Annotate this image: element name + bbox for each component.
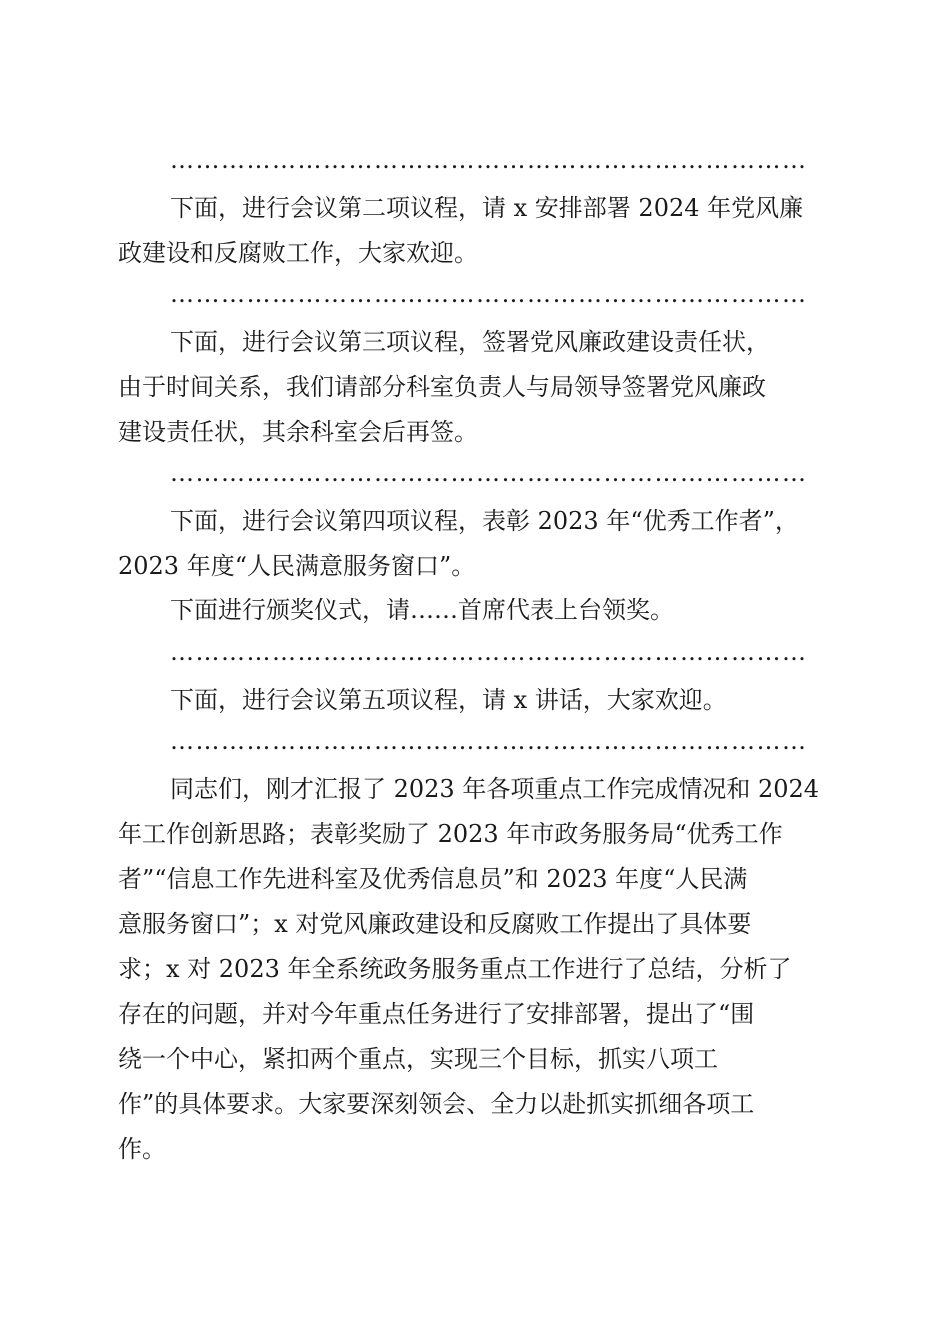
separator-line: ………………………………………………………………… <box>170 727 808 755</box>
separator-line: ………………………………………………………………… <box>170 280 808 308</box>
paragraph-line: 意服务窗口”；x 对党风廉政建设和反腐败工作提出了具体要 <box>118 910 752 938</box>
paragraph-line: 同志们，刚才汇报了 2023 年各项重点工作完成情况和 2024 <box>170 775 820 803</box>
separator-line: ………………………………………………………………… <box>170 638 808 666</box>
paragraph-line: 下面，进行会议第五项议程，请 x 讲话，大家欢迎。 <box>170 686 727 714</box>
paragraph-line: 下面，进行会议第三项议程，签署党风廉政建设责任状， <box>170 328 770 356</box>
paragraph-line: 作。 <box>118 1135 166 1163</box>
paragraph-line: 求；x 对 2023 年全系统政务服务重点工作进行了总结，分析了 <box>118 955 792 983</box>
paragraph-line: 存在的问题，并对今年重点任务进行了安排部署，提出了“围 <box>118 1000 755 1028</box>
separator-line: ………………………………………………………………… <box>170 146 808 174</box>
paragraph-line: 作”的具体要求。大家要深刻领会、全力以赴抓实抓细各项工 <box>118 1090 755 1118</box>
paragraph-line: 绕一个中心，紧扣两个重点，实现三个目标，抓实八项工 <box>118 1045 718 1073</box>
paragraph-line: 下面，进行会议第四项议程，表彰 2023 年“优秀工作者”， <box>170 507 799 535</box>
paragraph-line: 2023 年度“人民满意服务窗口”。 <box>118 552 476 580</box>
paragraph-line: 由于时间关系，我们请部分科室负责人与局领导签署党风廉政 <box>118 373 766 401</box>
paragraph-line: 建设责任状，其余科室会后再签。 <box>118 418 478 446</box>
paragraph-line: 者”“信息工作先进科室及优秀信息员”和 2023 年度“人民满 <box>118 865 748 893</box>
paragraph-line: 政建设和反腐败工作，大家欢迎。 <box>118 239 478 267</box>
separator-line: ………………………………………………………………… <box>170 459 808 487</box>
paragraph-line: 下面，进行会议第二项议程，请 x 安排部署 2024 年党风廉 <box>170 194 804 222</box>
paragraph-line: 年工作创新思路；表彰奖励了 2023 年市政务服务局“优秀工作 <box>118 820 783 848</box>
paragraph-line: 下面进行颁奖仪式，请……首席代表上台领奖。 <box>170 596 674 624</box>
